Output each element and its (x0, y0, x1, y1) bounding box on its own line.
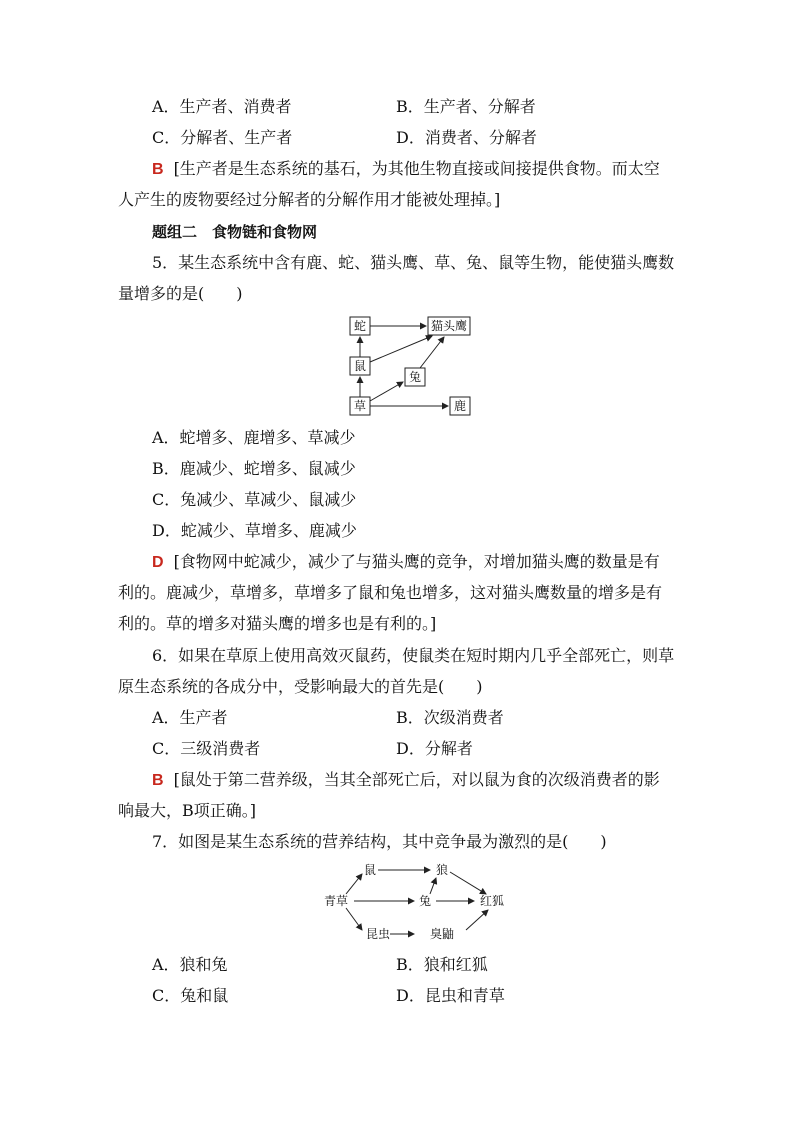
q4-option-b: B．生产者、分解者 (396, 97, 536, 116)
q4-option-a: A．生产者、消费者 (152, 97, 292, 116)
q7-arrow-grass-mouse (346, 874, 362, 894)
q5-explanation-2: 利的。鹿减少，草增多，草增多了鼠和兔也增多，这对猫头鹰数量的增多是有 (118, 583, 663, 602)
q5-node-rabbit: 兔 (408, 370, 422, 384)
q5-arrow-grass-rabbit (370, 382, 403, 401)
q6-option-a: A．生产者 (152, 708, 228, 727)
q7-node-grass: 青草 (323, 894, 349, 908)
q5-option-b: B．鹿减少、蛇增多、鼠减少 (152, 459, 356, 478)
q7-node-insect: 昆虫 (365, 927, 391, 941)
q4-option-c: C．分解者、生产者 (152, 128, 293, 147)
q6-stem-2: 原生态系统的各成分中，受影响最大的首先是( ) (118, 677, 483, 696)
q5-node-owl: 猫头鹰 (430, 319, 468, 333)
q7-node-wolf: 狼 (435, 863, 449, 877)
q5-node-mouse: 鼠 (353, 359, 367, 373)
q4-explanation-1: [生产者是生态系统的基石，为其他生物直接或间接提供食物。而太空 (173, 159, 660, 178)
q7-arrow-rabbit-wolf (430, 878, 436, 894)
q5-arrow-rabbit-owl (420, 337, 444, 368)
q7-node-mouse: 鼠 (363, 863, 377, 877)
q5-answer-line (152, 552, 660, 573)
q6-stem-1: 6．如果在草原上使用高效灭鼠药，使鼠类在短时期内几乎全部死亡，则草 (152, 646, 675, 665)
q5-arrow-mouse-owl (370, 336, 432, 362)
q5-node-snake: 蛇 (353, 319, 367, 333)
q4-explanation-2: 人产生的废物要经过分解者的分解作用才能被处理掉。] (118, 190, 501, 209)
q7-food-web-diagram (318, 858, 508, 944)
q5-node-grass: 草 (353, 399, 367, 413)
q7-option-a: A．狼和兔 (152, 955, 228, 974)
q5-explanation-3: 利的。草的增多对猫头鹰的增多也是有利的。] (118, 614, 437, 633)
q7-option-c: C．兔和鼠 (152, 986, 229, 1005)
q6-answer-line (152, 770, 660, 791)
q6-option-b: B．次级消费者 (396, 708, 504, 727)
q5-option-d: D．蛇减少、草增多、鹿减少 (152, 521, 357, 540)
q5-stem-2: 量增多的是( ) (118, 284, 243, 303)
q5-stem-1: 5．某生态系统中含有鹿、蛇、猫头鹰、草、兔、鼠等生物，能使猫头鹰数 (152, 253, 675, 272)
q6-option-d: D．分解者 (396, 739, 473, 758)
q5-explanation-1: [食物网中蛇减少，减少了与猫头鹰的竞争，对增加猫头鹰的数量是有 (173, 552, 660, 571)
section-title: 题组二 食物链和食物网 (152, 223, 318, 241)
q4-answer: B (152, 161, 164, 178)
q7-node-rabbit: 兔 (418, 894, 432, 908)
q7-arrow-fox-wolf (450, 872, 486, 894)
q6-explanation-2: 响最大，B项正确。] (118, 801, 257, 820)
q6-explanation-1: [鼠处于第二营养级，当其全部死亡后，对以鼠为食的次级消费者的影 (173, 770, 660, 789)
q4-answer-line (152, 159, 660, 180)
q4-option-d: D．消费者、分解者 (396, 128, 537, 147)
q7-arrow-grass-insect (346, 908, 362, 930)
q7-option-d: D．昆虫和青草 (396, 986, 505, 1005)
q5-option-a: A．蛇增多、鹿增多、草减少 (152, 428, 356, 447)
q6-option-c: C．三级消费者 (152, 739, 261, 758)
q6-answer: B (152, 772, 164, 789)
q5-node-deer: 鹿 (453, 399, 467, 413)
q7-node-skunk: 臭鼬 (429, 927, 455, 941)
q7-arrow-skunk-fox (466, 910, 488, 930)
q7-stem: 7．如图是某生态系统的营养结构，其中竞争最为激烈的是( ) (152, 832, 607, 851)
q7-option-b: B．狼和红狐 (396, 955, 488, 974)
q5-food-web-diagram (340, 310, 480, 420)
q7-node-fox: 红狐 (479, 894, 505, 908)
q5-option-c: C．兔减少、草减少、鼠减少 (152, 490, 357, 509)
q5-answer: D (152, 554, 164, 571)
